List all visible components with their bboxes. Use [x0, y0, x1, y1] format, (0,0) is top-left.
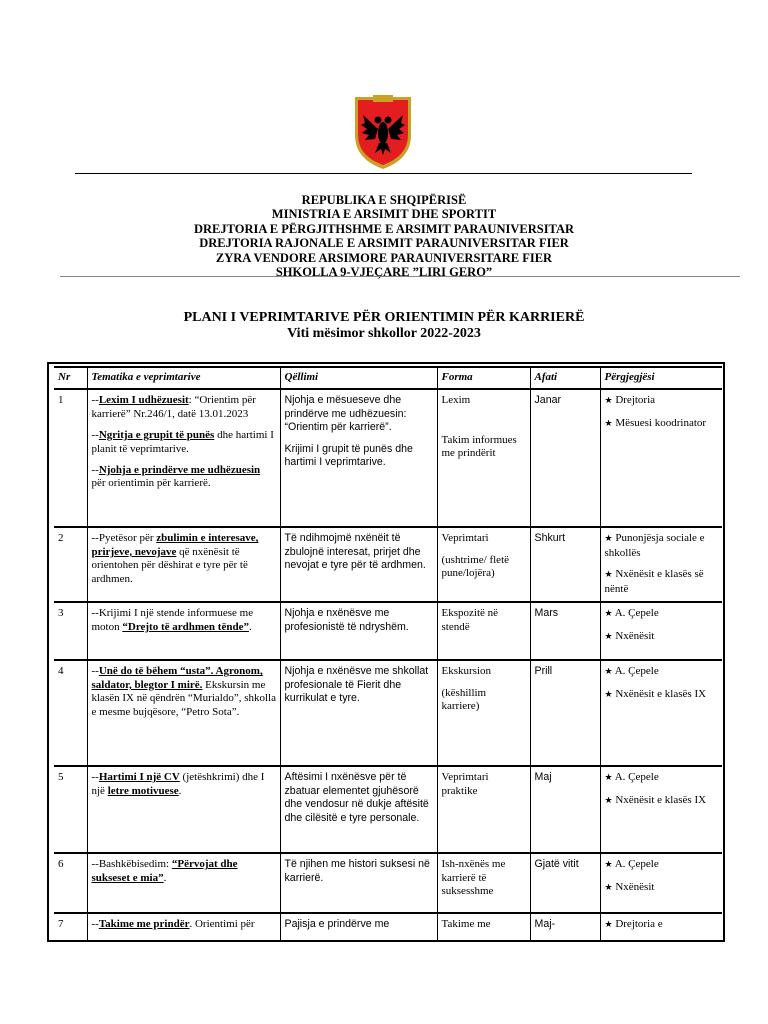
- header-line: SHKOLLA 9-VJEÇARE ”LIRI GERO”: [275, 265, 493, 280]
- text-fragment: A. Çepele: [614, 771, 659, 784]
- text-fragment: Ish-nxënës me karrierë të suksesshme: [441, 858, 506, 898]
- star-icon: ★: [604, 795, 613, 806]
- responsible-cell: [600, 527, 722, 602]
- text-fragment: Nxënësit e klasës IX: [615, 793, 707, 806]
- text-fragment: --: [91, 771, 99, 784]
- text-fragment: . Orientimi për: [189, 918, 255, 931]
- text-fragment: Aftësimi I nxënësve për të zbatuar elementet gjuhësorë dhe vendosur në dukje aftësitë dhe cilësitë e tyre personale.: [284, 771, 429, 824]
- star-icon: ★: [604, 920, 613, 931]
- text-fragment: Pajisja e prindërve me: [284, 918, 390, 931]
- responsible-cell: [600, 853, 722, 913]
- text-fragment: Drejtoria e: [615, 918, 663, 931]
- text-fragment: .: [248, 620, 252, 633]
- text-fragment: --: [91, 394, 99, 407]
- text-fragment: Unë do të bëhem “usta”. Agronom, saldator, blegtor I mirë.: [91, 665, 263, 691]
- deadline-cell: Maj-: [530, 913, 600, 942]
- text-fragment: Veprimtari: [441, 532, 489, 545]
- goal-cell: [280, 766, 437, 853]
- star-icon: ★: [604, 882, 613, 893]
- text-fragment: dhe hartimi I planit të veprimtarive.: [91, 429, 274, 455]
- text-fragment: --Pyetësor për: [91, 532, 157, 545]
- text-fragment: për orientimin për karrierë.: [91, 477, 211, 490]
- divider-line: [60, 276, 740, 277]
- text-fragment: --: [91, 464, 99, 477]
- divider-line: [75, 173, 692, 174]
- star-icon: ★: [604, 418, 613, 429]
- text-fragment: --Krijimi I një stende informuese me moton: [91, 607, 254, 633]
- topic-cell: [87, 766, 280, 853]
- text-fragment: Ngritja e grupit të punës: [98, 429, 215, 442]
- text-fragment: Veprimtari praktike: [441, 771, 489, 797]
- responsible-cell: [600, 913, 722, 942]
- form-cell: [437, 602, 530, 660]
- deadline-cell: Shkurt: [530, 527, 600, 602]
- topic-cell: [87, 527, 280, 602]
- document-title-block: [0, 310, 768, 342]
- text-fragment: --: [91, 665, 99, 678]
- header-line: DREJTORIA RAJONALE E ARSIMIT PARAUNIVERSITAR FIER: [199, 236, 569, 251]
- text-fragment: zbulimin e interesave, prirjeve, nevojave: [91, 532, 259, 558]
- text-fragment: Lexim I udhëzuesit: [98, 394, 189, 407]
- column-header: Nr: [54, 367, 87, 389]
- column-header: Afati: [530, 367, 600, 389]
- header-line: DREJTORIA E PËRGJITHSHME E ARSIMIT PARAUNIVERSITAR: [193, 221, 575, 236]
- text-fragment: Mësuesi koodrinator: [615, 416, 707, 429]
- text-fragment: Drejtoria: [615, 394, 656, 407]
- text-fragment: .: [178, 784, 182, 797]
- text-fragment: A. Çepele: [614, 607, 659, 620]
- table-header-row: [54, 367, 722, 389]
- deadline-cell: Gjatë vitit: [530, 853, 600, 913]
- table-row: [54, 660, 722, 766]
- star-icon: ★: [604, 860, 613, 871]
- row-number: 6: [54, 853, 87, 913]
- table-row: [54, 853, 722, 913]
- text-fragment: .: [163, 871, 167, 884]
- activities-table-frame: [47, 362, 725, 942]
- text-fragment: Njohja e nxënësve me profesionistë të ndryshëm.: [284, 607, 409, 633]
- document-title: PLANI I VEPRIMTARIVE PËR ORIENTIMIN PËR KARRIERË: [183, 310, 585, 325]
- column-header: Përgjegjësi: [600, 367, 722, 389]
- column-header: Tematika e veprimtarive: [87, 367, 280, 389]
- star-icon: ★: [604, 667, 613, 678]
- text-fragment: (jetëshkrimi) dhe I një: [91, 771, 265, 797]
- header-line: REPUBLIKA E SHQIPËRISË: [301, 193, 467, 207]
- topic-paragraph: [92, 464, 277, 491]
- albanian-coat-of-arms-icon: [351, 93, 415, 171]
- goal-cell: [280, 602, 437, 660]
- star-icon: ★: [604, 570, 613, 581]
- text-fragment: Krijimi I grupit të punës dhe hartimi I veprimtarive.: [284, 442, 413, 469]
- text-fragment: që nxënësit të orientohen për dëshirat e tyre për të ardhmen.: [91, 545, 248, 585]
- institution-header: [0, 193, 768, 279]
- text-fragment: --Bashkëbisedim:: [91, 858, 172, 871]
- star-icon: ★: [604, 534, 613, 545]
- topic-cell: [87, 913, 280, 942]
- form-cell: [437, 766, 530, 853]
- text-fragment: (këshillim karriere): [441, 686, 487, 713]
- star-icon: ★: [604, 773, 613, 784]
- text-fragment: Takime me prindër: [98, 918, 190, 931]
- topic-cell: [87, 660, 280, 766]
- row-number: 5: [54, 766, 87, 853]
- table-row: [54, 602, 722, 660]
- goal-cell: [280, 527, 437, 602]
- deadline-cell: Mars: [530, 602, 600, 660]
- text-fragment: : “Orientim për karrierë” Nr.246/1, datë 13.01.2023: [91, 394, 256, 420]
- row-number: 3: [54, 602, 87, 660]
- text-fragment: (ushtrime/ fletë pune/lojëra): [441, 553, 510, 580]
- text-fragment: “Përvojat dhe sukseset e mia”: [91, 858, 238, 884]
- topic-cell: [87, 853, 280, 913]
- topic-paragraph: [92, 429, 277, 456]
- form-cell: [437, 660, 530, 766]
- responsible-cell: [600, 766, 722, 853]
- goal-cell: [280, 389, 437, 527]
- text-fragment: Ekskursin me klasën IX në qëndrën “Murialdo”, shkolla e mesme bujqësore, “Petro Sota”.: [91, 678, 276, 718]
- text-fragment: Lexim: [441, 394, 471, 407]
- text-fragment: Nxënësit e klasës së nëntë: [604, 568, 704, 595]
- header-line: ZYRA VENDORE ARSIMORE PARAUNIVERSITARE FIER: [215, 250, 553, 265]
- topic-paragraph: [92, 394, 277, 421]
- text-fragment: Punonjësja sociale e shkollës: [604, 532, 705, 559]
- deadline-cell: Janar: [530, 389, 600, 527]
- text-fragment: Takim informues me prindërit: [441, 433, 517, 460]
- text-fragment: Të ndihmojmë nxënëit të zbulojnë interesat, prirjet dhe nevojat e tyre për të ardhmen.: [284, 532, 426, 572]
- row-number: 2: [54, 527, 87, 602]
- column-header: Qëllimi: [280, 367, 437, 389]
- table-row: [54, 389, 722, 527]
- form-cell: [437, 853, 530, 913]
- column-header: Forma: [437, 367, 530, 389]
- deadline-cell: Maj: [530, 766, 600, 853]
- responsible-cell: [600, 660, 722, 766]
- row-number: 7: [54, 913, 87, 942]
- text-fragment: “Drejto të ardhmen tënde”: [122, 620, 249, 633]
- responsible-cell: [600, 389, 722, 527]
- text-fragment: Njohja e nxënësve me shkollat profesionale të Fierit dhe kurrikulat e tyre.: [284, 665, 429, 705]
- table-row: [54, 766, 722, 853]
- form-cell: [437, 527, 530, 602]
- text-fragment: A. Çepele: [614, 665, 659, 678]
- header-line: MINISTRIA E ARSIMIT DHE SPORTIT: [271, 207, 497, 222]
- activities-table: [54, 366, 722, 942]
- text-fragment: Njohja e mësueseve dhe prindërve me udhëzuesin: “Orientim për karrierë”.: [284, 394, 407, 434]
- text-fragment: Takime me: [441, 918, 491, 931]
- text-fragment: Hartimi I një CV: [98, 771, 180, 784]
- responsible-cell: [600, 602, 722, 660]
- text-fragment: Nxënësit: [615, 629, 655, 642]
- text-fragment: --: [91, 429, 99, 442]
- text-fragment: Njohja e prindërve me udhëzuesin: [98, 464, 261, 477]
- star-icon: ★: [604, 609, 613, 620]
- form-cell: [437, 389, 530, 527]
- table-row: [54, 913, 722, 942]
- star-icon: ★: [604, 689, 613, 700]
- text-fragment: Ekskursion: [441, 665, 491, 678]
- text-fragment: Nxënësit e klasës IX: [615, 687, 707, 700]
- topic-cell: [87, 389, 280, 527]
- star-icon: ★: [604, 631, 613, 642]
- text-fragment: A. Çepele: [614, 858, 659, 871]
- goal-cell: [280, 660, 437, 766]
- text-fragment: Nxënësit: [615, 880, 655, 893]
- text-fragment: Të njihen me histori suksesi në karrierë.: [284, 858, 430, 884]
- goal-cell: [280, 853, 437, 913]
- text-fragment: Ekspozitë në stendë: [441, 607, 499, 633]
- text-fragment: letre motivuese: [107, 784, 179, 797]
- document-subtitle: Viti mësimor shkollor 2022-2023: [287, 326, 481, 341]
- star-icon: ★: [604, 396, 613, 407]
- goal-cell: [280, 913, 437, 942]
- table-row: [54, 527, 722, 602]
- topic-cell: [87, 602, 280, 660]
- text-fragment: --: [91, 918, 99, 931]
- form-cell: [437, 913, 530, 942]
- row-number: 1: [54, 389, 87, 527]
- deadline-cell: Prill: [530, 660, 600, 766]
- row-number: 4: [54, 660, 87, 766]
